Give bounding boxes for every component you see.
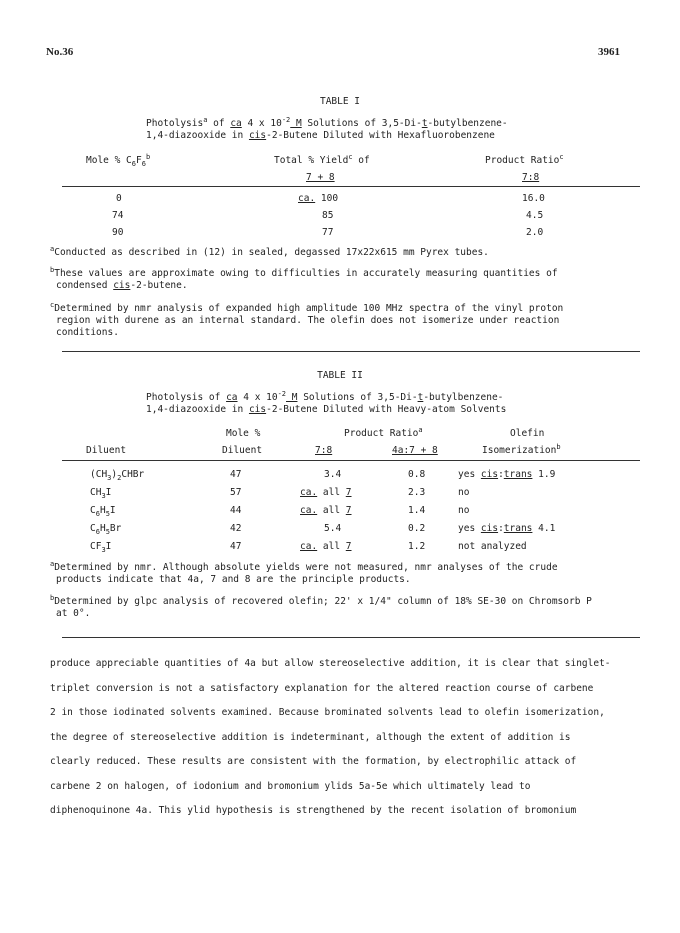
table2-head-ratio: Product Ratio$^a$: [344, 425, 423, 439]
table2-row-diluent: $CF_3I$: [90, 541, 112, 554]
table1-row-yield: 77: [322, 227, 334, 238]
table2-head-olefin: Isomerization$^b$: [482, 442, 561, 456]
table2-row-mole: 42: [230, 523, 242, 534]
table2-row-diluent: $C_6H_5I$: [90, 505, 116, 518]
section-divider: [62, 351, 640, 352]
table2-row-r2: 1.2: [408, 541, 426, 552]
body-line: 2 in those iodinated solvents examined. Because brominated solvents lead to olefin isomerization,: [50, 707, 605, 718]
table1-rule: [62, 186, 640, 187]
table1-row-ratio: 4.5: [526, 210, 544, 221]
table2-row-iso: not analyzed: [458, 541, 527, 552]
table2-row-mole: 57: [230, 487, 242, 498]
table2-head-olefin: Olefin: [510, 428, 545, 439]
table2-note-a: $^a$Determined by nmr. Although absolute yields were not measured, nmr analyses of the crude products indicate that 4a, 7 and 8 are the principle products.: [50, 559, 558, 585]
table2-head-mole: Diluent: [222, 445, 263, 456]
table2-row-r1: ca. all 7: [300, 505, 352, 516]
table1-note-b: $^b$These values are approximate owing to difficulties in accurately measuring quantities of condensed cis-2-butene.: [50, 265, 558, 291]
table1-col2-head: Total % Yield$^c$ of: [274, 152, 370, 166]
table2-row-diluent: $CH_3I$: [90, 487, 112, 500]
table1-row-ratio: 16.0: [522, 193, 545, 204]
body-line: carbene 2 on halogen, of iodonium and bromonium ylids 5a-5e which ultimately lead to: [50, 780, 531, 792]
table2-row-mole: 47: [230, 541, 242, 552]
table2-note-b: $^b$Determined by glpc analysis of recovered olefin; 22' x 1/4" column of 18% SE-30 on Chromsorb P at 0°.: [50, 593, 592, 619]
body-line: produce appreciable quantities of 4a but allow stereoselective addition, it is clear that singlet-: [50, 658, 611, 669]
table2-row-r1: ca. all 7: [300, 487, 352, 498]
body-line: clearly reduced. These results are consistent with the formation, by electrophilic attack of: [50, 756, 577, 767]
body-line: the degree of stereoselective addition is indeterminant, although the extent of addition is: [50, 731, 571, 743]
table2-row-r1: ca. all 7: [300, 541, 352, 552]
body-text: [50, 652, 611, 824]
table2-caption-line1: Photolysis of ca 4 x $10^{-2}$ M Solutions of 3,5-Di-t-butylbenzene-: [146, 389, 504, 403]
table2-head-ratio-1: 7:8: [315, 445, 333, 456]
table1-col3-head: Product Ratio$^c$: [485, 152, 564, 166]
table2-row-r2: 1.4: [408, 505, 426, 516]
table1-note-a: $^a$Conducted as described in (12) in sealed, degassed 17x22x615 mm Pyrex tubes.: [50, 244, 489, 258]
journal-number: No.36: [46, 46, 74, 58]
body-line: diphenoquinone 4a. This ylid hypothesis is strengthened by the recent isolation of bromonium: [50, 805, 577, 816]
table1-caption-line1: Photolysis$^a$ of ca 4 x $10^{-2}$ M Solutions of 3,5-Di-t-butylbenzene-: [146, 115, 508, 129]
section-divider: [62, 637, 640, 638]
table2-row-r2: 0.2: [408, 523, 426, 534]
table2-row-iso: no: [458, 505, 470, 516]
table2-label: TABLE II: [317, 370, 363, 381]
table1-row-yield: 85: [322, 210, 334, 221]
table2-row-mole: 44: [230, 505, 242, 516]
table2-row-r1: 5.4: [324, 523, 342, 534]
table2-row-r2: 2.3: [408, 487, 426, 498]
table1-row-mole: 74: [112, 210, 124, 221]
table1-note-c: $^c$Determined by nmr analysis of expanded high amplitude 100 MHz spectra of the vinyl proton region with durene as an internal standard. The olefin does not isomerize under reaction conditions.: [50, 300, 564, 338]
table1-col3-sub: 7:8: [522, 172, 540, 183]
table2-row-diluent: $(CH_3)_2CHBr$: [90, 469, 145, 482]
table2-row-iso: yes cis:trans 1.9: [458, 469, 556, 480]
table1-col2-sub: 7 + 8: [306, 172, 335, 183]
body-line: triplet conversion is not a satisfactory explanation for the altered reaction course of carbene: [50, 682, 594, 694]
table1-row-yield: ca. 100: [298, 193, 339, 204]
table1-col1-head: Mole % $C_6F_6^b$: [86, 152, 151, 168]
table2-row-r1: 3.4: [324, 469, 342, 480]
table2-head-ratio-2: 4a:7 + 8: [392, 445, 438, 456]
page-number: 3961: [598, 46, 620, 58]
table1-row-mole: 0: [116, 193, 122, 204]
table2-row-r2: 0.8: [408, 469, 426, 480]
table2-row-iso: no: [458, 487, 470, 498]
table1-caption-line2: 1,4-diazooxide in cis-2-Butene Diluted with Hexafluorobenzene: [146, 130, 495, 141]
table2-row-diluent: $C_6H_5Br$: [90, 523, 122, 536]
table1-row-ratio: 2.0: [526, 227, 544, 238]
table2-head-mole: Mole %: [226, 428, 261, 439]
table2-caption-line2: 1,4-diazooxide in cis-2-Butene Diluted with Heavy-atom Solvents: [146, 404, 507, 415]
table1-row-mole: 90: [112, 227, 124, 238]
table1-label: TABLE I: [319, 96, 361, 107]
table2-row-mole: 47: [230, 469, 242, 480]
table2-head-diluent: Diluent: [86, 445, 127, 456]
table2-row-iso: yes cis:trans 4.1: [458, 523, 556, 534]
table2-rule: [62, 460, 640, 461]
